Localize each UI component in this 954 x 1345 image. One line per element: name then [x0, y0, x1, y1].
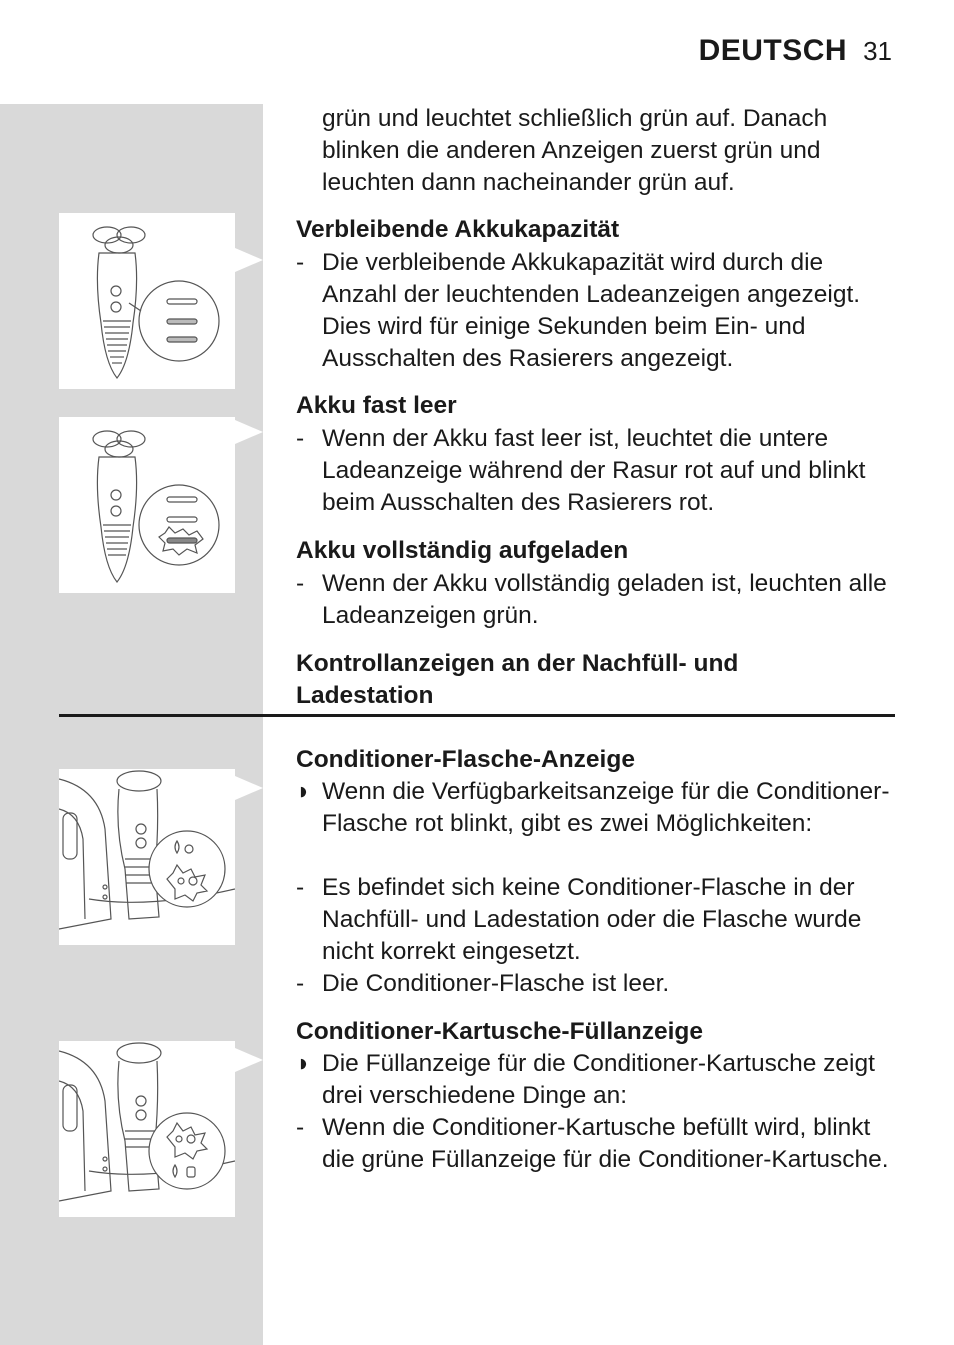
- dash-marker: -: [296, 1114, 305, 1141]
- page-header: [699, 34, 892, 68]
- heading-battery-low: Akku fast leer: [296, 392, 457, 419]
- heading-cartridge-indicator: Conditioner-Kartusche-Füllanzeige: [296, 1018, 704, 1045]
- figure-pointer: [235, 1048, 263, 1072]
- dash-marker: -: [296, 425, 305, 452]
- item-text: Die verbleibende Akkukapazität wird durch die Anzahl der leuchtenden Ladeanzeigen angezeigt. Dies wird für einige Sekunden beim Ein- und Ausschalten des Rasierers angezeigt.: [322, 249, 861, 372]
- shaver-low-battery-figure: [59, 417, 235, 593]
- item-text: Wenn der Akku vollständig geladen ist, leuchten alle Ladeanzeigen grün.: [322, 570, 887, 629]
- list-item: [296, 1112, 896, 1176]
- language-label: DEUTSCH: [698, 34, 848, 67]
- list-item: [296, 776, 896, 840]
- heading-battery-full: Akku vollständig aufgeladen: [296, 537, 629, 564]
- heading-remaining-capacity: Verbleibende Akkukapazität: [296, 216, 620, 243]
- heading-bottle-indicator: Conditioner-Flasche-Anzeige: [296, 746, 635, 773]
- station-cartridge-figure: [59, 1041, 235, 1217]
- shaver-battery-figure: [59, 213, 235, 389]
- heading-station-indicators: Kontrollanzeigen an der Nachfüll- und Ladestation: [296, 650, 739, 709]
- list-item: [296, 1048, 896, 1112]
- figure-pointer: [235, 248, 263, 272]
- list-item: [296, 968, 896, 1000]
- item-text: Die Füllanzeige für die Conditioner-Kartusche zeigt drei verschiedene Dinge an:: [322, 1050, 875, 1109]
- list-item: [296, 423, 896, 519]
- dash-marker: -: [296, 970, 305, 997]
- figure-pointer: [235, 776, 263, 800]
- list-item: [296, 872, 896, 968]
- bullet-marker: ◗: [296, 778, 311, 805]
- item-text: Wenn der Akku fast leer ist, leuchtet die untere Ladeanzeige während der Rasur rot auf und blinkt beim Ausschalten des Rasierers rot.: [322, 425, 866, 516]
- station-bottle-figure: [59, 769, 235, 945]
- item-text: Die Conditioner-Flasche ist leer.: [322, 970, 670, 997]
- intro-paragraph: grün und leuchtet schließlich grün auf. Danach blinken die anderen Anzeigen zuerst grün und leuchten dann nacheinander grün auf.: [322, 105, 828, 196]
- bullet-marker: ◗: [296, 1050, 311, 1077]
- dash-marker: -: [296, 249, 305, 276]
- dash-marker: -: [296, 874, 305, 901]
- item-text: Es befindet sich keine Conditioner-Flasche in der Nachfüll- und Ladestation oder die Flasche wurde nicht korrekt eingesetzt.: [322, 874, 862, 965]
- item-text: Wenn die Conditioner-Kartusche befüllt wird, blinkt die grüne Füllanzeige für die Conditioner-Kartusche.: [322, 1114, 889, 1173]
- item-text: Wenn die Verfügbarkeitsanzeige für die Conditioner-Flasche rot blinkt, gibt es zwei Möglichkeiten:: [322, 778, 890, 837]
- section-divider: [59, 714, 895, 717]
- figure-pointer: [235, 420, 263, 444]
- page-number: 31: [863, 36, 892, 66]
- list-item: [296, 247, 896, 375]
- dash-marker: -: [296, 570, 305, 597]
- list-item: [296, 568, 896, 632]
